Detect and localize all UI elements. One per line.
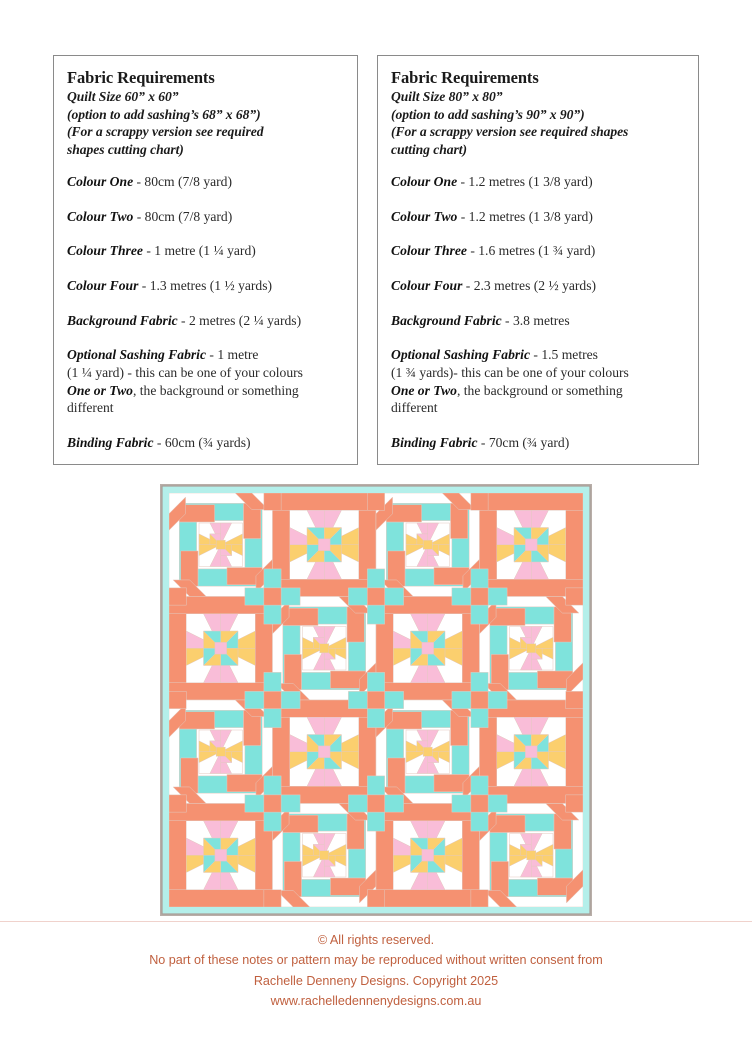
footer-line-rights: © All rights reserved. <box>317 933 435 947</box>
requirement-label: Background Fabric <box>67 312 178 328</box>
requirement-value: - 3.8 metres <box>501 312 570 328</box>
requirement-value: - 1 metre (1 ¼ yard) <box>142 243 256 259</box>
requirement-label: Colour Three <box>67 243 143 259</box>
requirement-label: Binding Fabric <box>67 435 154 451</box>
sashing-option-line: (option to add sashing’s 68” x 68”) <box>67 106 261 122</box>
requirement-background-fabric <box>67 312 344 330</box>
requirement-colour-four <box>67 277 344 295</box>
requirement-value: - 80cm (7/8 yard) <box>133 208 233 224</box>
quilt-layout-image <box>160 484 592 916</box>
scrappy-note-line-1: (For a scrappy version see required <box>67 124 264 140</box>
requirement-label: Colour Four <box>391 278 463 294</box>
requirement-label: Colour Two <box>67 208 134 224</box>
footer-line-reproduction: No part of these notes or pattern may be reproduced without written consent from <box>149 953 603 968</box>
footer-divider <box>0 921 752 922</box>
requirement-label: Binding Fabric <box>391 435 478 451</box>
fabric-requirements-box-80 <box>377 55 699 465</box>
sashing-option-line: (option to add sashing’s 90” x 90”) <box>391 106 585 122</box>
requirement-colour-three <box>67 242 344 260</box>
requirement-colour-two <box>67 208 344 226</box>
requirement-value: - 1.3 metres (1 ½ yards) <box>138 278 273 294</box>
copyright-footer <box>0 930 752 1012</box>
spacer <box>67 158 344 173</box>
requirement-label: Colour Two <box>391 208 458 224</box>
requirement-optional-sashing <box>391 346 685 417</box>
scrappy-note-line-2: cutting chart) <box>391 141 467 157</box>
scrappy-note-line-1: (For a scrappy version see required shapes <box>391 124 629 140</box>
requirement-value: - 1 metre <box>206 347 259 363</box>
requirement-value: - 60cm (¾ yards) <box>153 435 251 451</box>
requirement-colour-one <box>67 173 344 191</box>
sashing-colour-ref: One or Two <box>67 382 133 398</box>
requirement-colour-three <box>391 242 685 260</box>
requirement-label: Colour Four <box>67 278 139 294</box>
requirement-label: Colour One <box>391 174 458 190</box>
footer-line-copyright: Rachelle Denneny Designs. Copyright 2025 <box>253 973 499 988</box>
requirement-value: - 1.2 metres (1 3/8 yard) <box>457 174 593 190</box>
requirement-colour-one <box>391 173 685 191</box>
sashing-line-2: (1 ¾ yards)- this can be one of your colours <box>391 365 629 381</box>
fabric-requirements-box-60 <box>53 55 358 465</box>
spacer <box>391 158 685 173</box>
requirement-value: - 70cm (¾ yard) <box>477 435 570 451</box>
requirement-value: - 1.5 metres <box>530 347 598 363</box>
requirement-label: Background Fabric <box>391 312 502 328</box>
requirement-binding-fabric <box>67 434 344 452</box>
requirement-binding-fabric <box>391 434 685 452</box>
sashing-line-3: , the background or something <box>132 382 299 398</box>
requirement-label: Colour Three <box>391 243 467 259</box>
requirement-background-fabric <box>391 312 685 330</box>
scrappy-note-line-2: shapes cutting chart) <box>67 141 184 157</box>
quilt-size-line-1: Quilt Size 80” x 80” <box>391 89 503 105</box>
quilt-diagram <box>160 484 592 916</box>
quilt-size-line-1: Quilt Size 60” x 60” <box>67 89 179 105</box>
footer-line-website: www.rachelledennenydesigns.com.au <box>270 994 482 1009</box>
box-title: Fabric Requirements <box>67 68 215 87</box>
requirement-value: - 1.2 metres (1 3/8 yard) <box>457 208 593 224</box>
fabric-requirements-row <box>53 55 699 465</box>
requirement-label: Colour One <box>67 174 134 190</box>
requirement-colour-four <box>391 277 685 295</box>
requirement-optional-sashing <box>67 346 344 417</box>
sashing-colour-ref: One or Two <box>391 382 457 398</box>
box-title: Fabric Requirements <box>391 68 539 87</box>
requirement-label: Optional Sashing Fabric <box>391 347 530 363</box>
requirement-label: Optional Sashing Fabric <box>67 347 206 363</box>
requirement-value: - 1.6 metres (1 ¾ yard) <box>466 243 596 259</box>
requirement-value: - 2 metres (2 ¼ yards) <box>177 312 302 328</box>
sashing-line-2: (1 ¼ yard) - this can be one of your colours <box>67 365 303 381</box>
requirement-colour-two <box>391 208 685 226</box>
requirement-value: - 80cm (7/8 yard) <box>133 174 233 190</box>
sashing-line-3: , the background or something <box>456 382 623 398</box>
sashing-line-4: different <box>67 400 114 416</box>
sashing-line-4: different <box>391 400 438 416</box>
requirement-value: - 2.3 metres (2 ½ yards) <box>462 278 597 294</box>
